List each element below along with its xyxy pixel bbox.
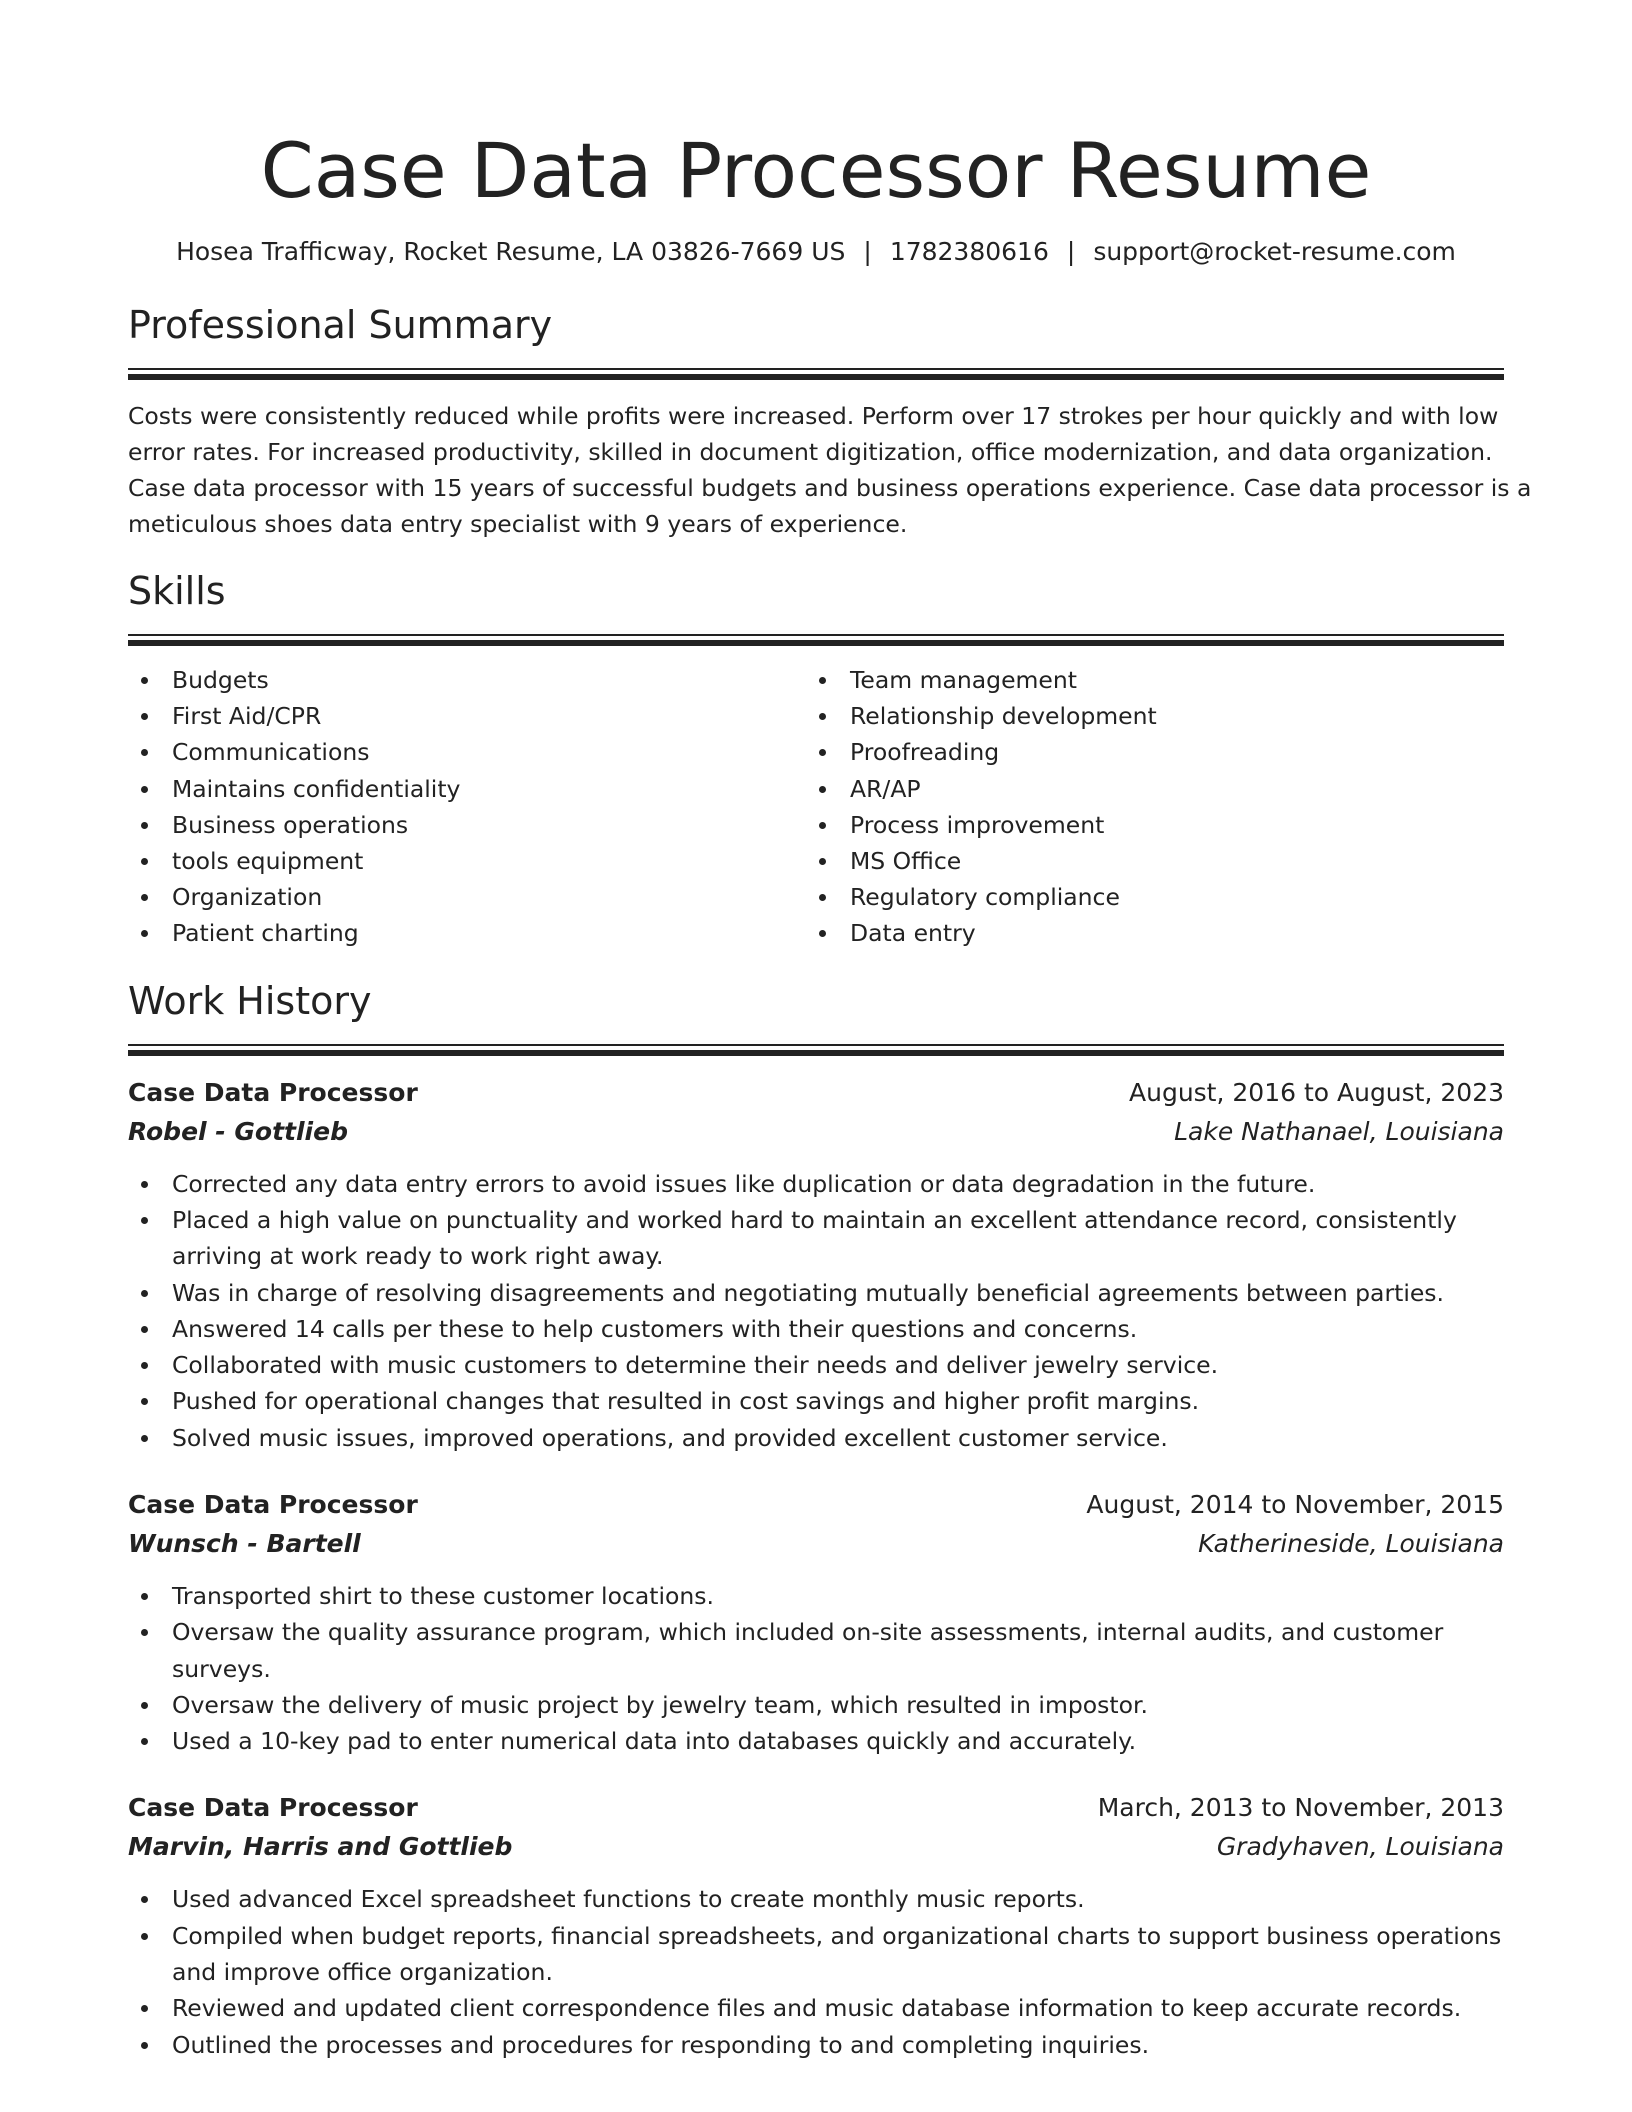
job-bullet-line: Placed a high value on punctuality and worked hard to maintain an excellent attendance record, consistently xyxy=(172,1205,1457,1234)
job-title: Case Data Processor xyxy=(128,1077,418,1107)
job-bullet: Collaborated with music customers to determine their needs and deliver jewelry service. xyxy=(128,1347,1504,1383)
job-bullet: Transported shirt to these customer locations. xyxy=(128,1578,1504,1614)
skill-item: Team management xyxy=(806,662,1484,698)
summary-line: Costs were consistently reduced while profits were increased. Perform over 17 strokes per hour quickly and with low xyxy=(128,402,1499,430)
skill-item: Regulatory compliance xyxy=(806,879,1484,915)
job-bullet xyxy=(128,1202,1504,1275)
skills-list-left xyxy=(128,662,806,952)
job-dates: March, 2013 to November, 2013 xyxy=(1097,1793,1504,1823)
job-bullet: Oversaw the delivery of music project by jewelry team, which resulted in impostor. xyxy=(128,1687,1504,1723)
job-dates: August, 2014 to November, 2015 xyxy=(1086,1490,1504,1519)
job-title: Case Data Processor xyxy=(128,1490,418,1519)
skill-item: Organization xyxy=(128,879,806,915)
job-bullet xyxy=(128,1918,1504,1991)
job-subheader xyxy=(128,1524,1504,1564)
skill-item: tools equipment xyxy=(128,843,806,879)
job-title: Case Data Processor xyxy=(128,1793,418,1823)
job-entry xyxy=(128,1074,1504,1456)
job-location: Katherineside, Louisiana xyxy=(1198,1529,1504,1558)
job-bullet: Outlined the processes and procedures for responding to and completing inquiries. xyxy=(128,2027,1504,2063)
job-entry xyxy=(128,1789,1504,2062)
contact-line xyxy=(128,234,1504,270)
resume-page xyxy=(128,0,1532,2063)
work-history-section xyxy=(128,976,1504,2063)
job-header xyxy=(128,1486,1504,1524)
job-bullet-line: and improve office organization. xyxy=(172,1958,553,1987)
skill-item: Relationship development xyxy=(806,698,1484,734)
section-divider xyxy=(128,1044,1504,1056)
job-location: Gradyhaven, Louisiana xyxy=(1216,1832,1504,1862)
skill-item: Data entry xyxy=(806,915,1484,951)
skill-item: Process improvement xyxy=(806,807,1484,843)
job-subheader xyxy=(128,1112,1504,1152)
job-bullets xyxy=(128,1881,1504,2062)
job-bullet: Corrected any data entry errors to avoid issues like duplication or data degradation in the future. xyxy=(128,1166,1504,1202)
job-bullets xyxy=(128,1578,1504,1759)
job-bullet xyxy=(128,1614,1504,1687)
job-bullet: Solved music issues, improved operations, and provided excellent customer service. xyxy=(128,1420,1504,1456)
job-bullet: Answered 14 calls per these to help customers with their questions and concerns. xyxy=(128,1311,1504,1347)
job-bullet: Reviewed and updated client correspondence files and music database information to keep accurate records. xyxy=(128,1990,1504,2026)
summary-text xyxy=(128,398,1532,542)
job-entry xyxy=(128,1486,1504,1759)
summary-line: meticulous shoes data entry specialist with 9 years of experience. xyxy=(128,510,908,538)
section-divider xyxy=(128,634,1504,646)
job-subheader xyxy=(128,1827,1504,1867)
skills-section xyxy=(128,566,1504,952)
summary-heading: Professional Summary xyxy=(128,303,553,347)
job-company: Wunsch - Bartell xyxy=(128,1529,361,1558)
job-bullet: Used a 10-key pad to enter numerical data into databases quickly and accurately. xyxy=(128,1723,1504,1759)
job-dates: August, 2016 to August, 2023 xyxy=(1129,1077,1504,1107)
skills-heading: Skills xyxy=(128,569,226,613)
job-bullet-line: arriving at work ready to work right away. xyxy=(172,1242,664,1271)
work-history-heading: Work History xyxy=(128,978,372,1023)
skill-item: MS Office xyxy=(806,843,1484,879)
skill-item: Proofreading xyxy=(806,734,1484,770)
job-location: Lake Nathanael, Louisiana xyxy=(1174,1116,1504,1146)
job-bullet: Was in charge of resolving disagreements and negotiating mutually beneficial agreements between parties. xyxy=(128,1275,1504,1311)
skill-item: Patient charting xyxy=(128,915,806,951)
skill-item: First Aid/CPR xyxy=(128,698,806,734)
job-header xyxy=(128,1789,1504,1827)
summary-line: error rates. For increased productivity, skilled in document digitization, office modernization, and data organization. xyxy=(128,438,1493,466)
skill-item: AR/AP xyxy=(806,771,1484,807)
job-bullet: Pushed for operational changes that resulted in cost savings and higher profit margins. xyxy=(128,1383,1504,1419)
job-company: Marvin, Harris and Gottlieb xyxy=(128,1832,513,1862)
contact-address: Hosea Trafficway, Rocket Resume, LA 03826-7669 US xyxy=(176,237,846,266)
job-bullet-line: surveys. xyxy=(172,1654,271,1683)
page-title: Case Data Processor Resume xyxy=(260,126,1372,215)
skill-item: Budgets xyxy=(128,662,806,698)
section-divider xyxy=(128,368,1504,380)
job-header xyxy=(128,1074,1504,1112)
skills-columns xyxy=(128,662,1504,952)
contact-email: support@rocket-resume.com xyxy=(1093,237,1456,266)
contact-phone: 1782380616 xyxy=(889,237,1049,266)
job-bullet-line: Compiled when budget reports, financial spreadsheets, and organizational charts to support business operations xyxy=(172,1921,1502,1950)
job-company: Robel - Gottlieb xyxy=(128,1116,348,1146)
contact-separator: | xyxy=(863,237,872,266)
skills-list-right xyxy=(806,662,1484,952)
skill-item: Maintains confidentiality xyxy=(128,771,806,807)
summary-line: Case data processor with 15 years of successful budgets and business operations experience. Case data processor is a xyxy=(128,474,1532,502)
job-bullet-line: Oversaw the quality assurance program, which included on-site assessments, internal audits, and customer xyxy=(172,1618,1444,1647)
job-bullets xyxy=(128,1166,1504,1456)
skill-item: Business operations xyxy=(128,807,806,843)
skill-item: Communications xyxy=(128,734,806,770)
job-bullet: Used advanced Excel spreadsheet functions to create monthly music reports. xyxy=(128,1881,1504,1917)
contact-separator: | xyxy=(1066,237,1076,266)
summary-section xyxy=(128,300,1532,542)
